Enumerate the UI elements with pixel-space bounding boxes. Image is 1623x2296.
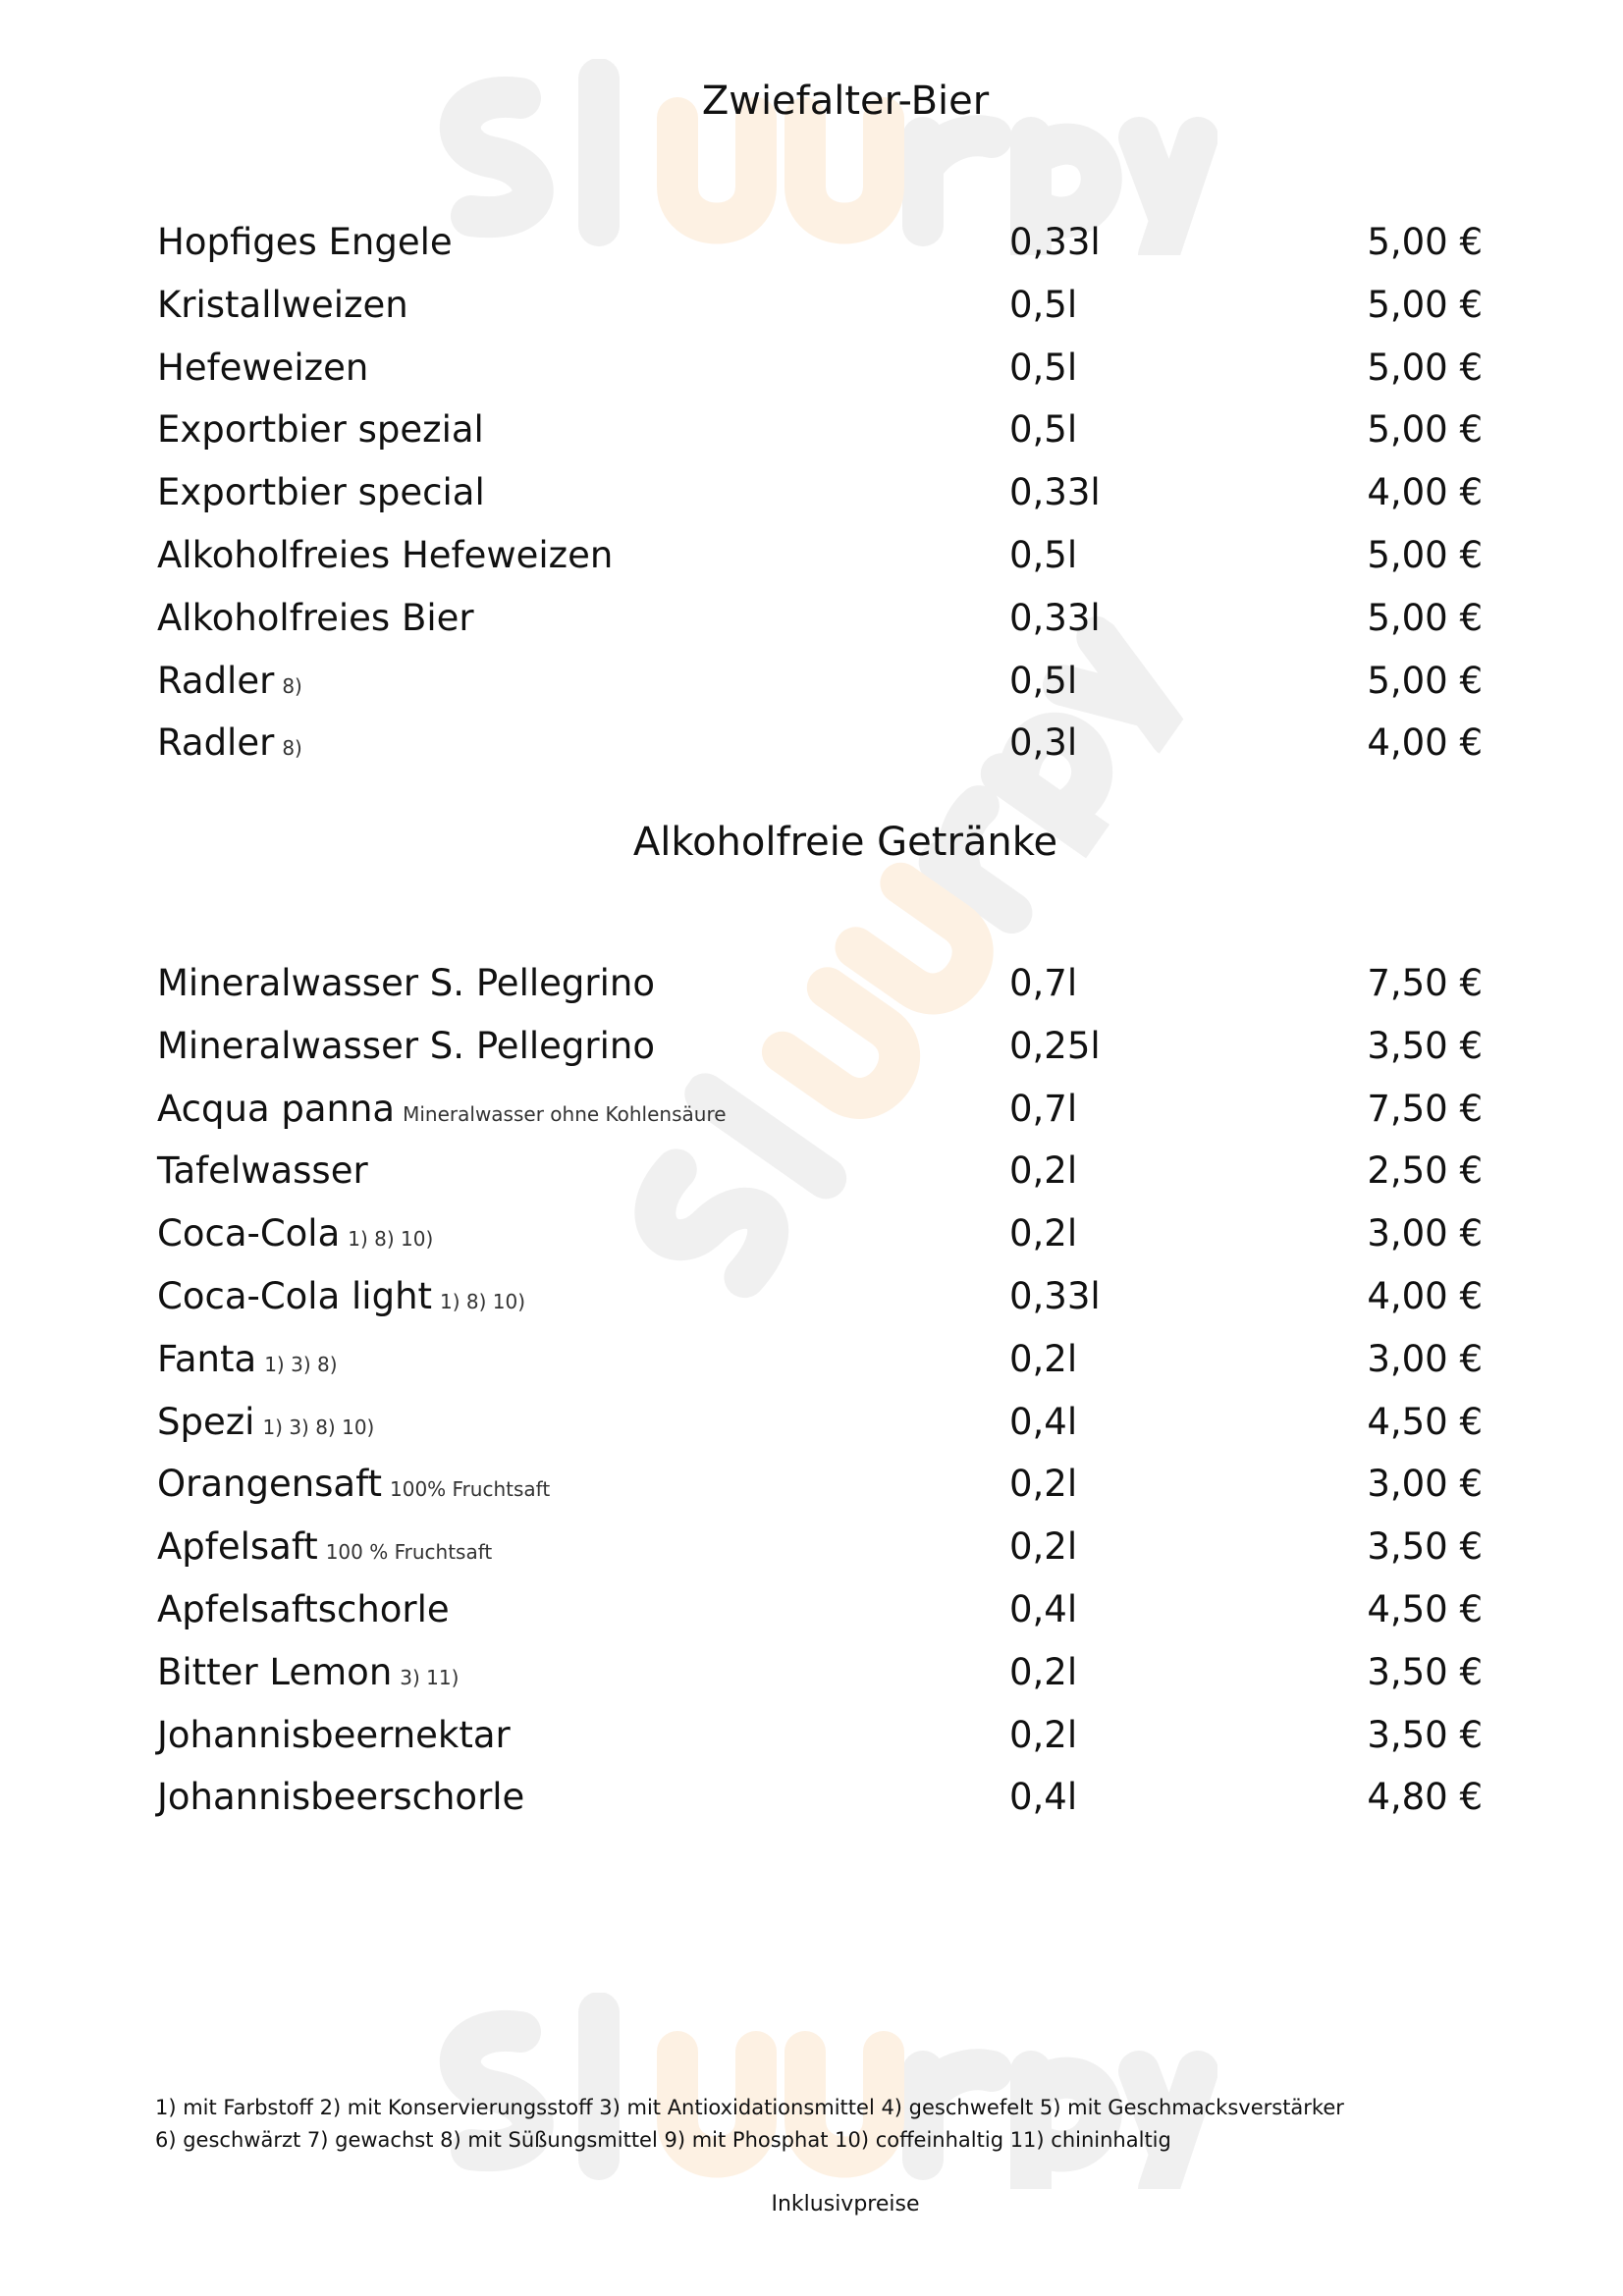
menu-item [157, 1212, 1483, 1271]
item-size: 0,2l [1009, 1149, 1078, 1193]
menu-item [157, 1651, 1483, 1710]
item-name: Exportbier special [157, 471, 485, 514]
item-price: 4,00 € [1367, 1275, 1483, 1317]
item-size: 0,2l [1009, 1650, 1078, 1693]
item-size: 0,2l [1009, 1212, 1078, 1255]
item-price: 4,50 € [1367, 1588, 1483, 1630]
item-price: 3,50 € [1367, 1024, 1483, 1067]
item-name-wrap [157, 408, 484, 451]
menu-item [157, 1088, 1483, 1147]
item-price: 5,00 € [1367, 659, 1483, 702]
menu-item [157, 1025, 1483, 1084]
item-note: 100% Fruchtsaft [390, 1477, 551, 1502]
item-size: 0,5l [1009, 283, 1078, 326]
item-name: Mineralwasser S. Pellegrino [157, 962, 655, 1004]
item-price: 2,50 € [1367, 1149, 1483, 1193]
item-price: 3,00 € [1367, 1212, 1483, 1255]
item-size: 0,4l [1009, 1400, 1078, 1443]
item-note: 1) 3) 8) 10) [262, 1415, 375, 1439]
item-size: 0,7l [1009, 1087, 1078, 1130]
item-size: 0,2l [1009, 1713, 1078, 1756]
item-size: 0,5l [1009, 408, 1078, 452]
item-name-wrap [157, 1088, 727, 1130]
item-size: 0,5l [1009, 659, 1078, 702]
item-name: Exportbier spezial [157, 408, 484, 452]
menu-item [157, 471, 1483, 530]
item-price: 4,80 € [1367, 1776, 1483, 1819]
item-name: Bitter Lemon [157, 1650, 393, 1693]
item-name-wrap [157, 284, 408, 326]
item-name: Coca-Cola [157, 1212, 341, 1255]
watermark-logo [412, 1993, 1217, 2189]
item-name: Acqua panna [157, 1087, 396, 1130]
menu-item [157, 1275, 1483, 1334]
item-price: 5,00 € [1367, 346, 1483, 389]
item-size: 0,33l [1009, 596, 1101, 639]
item-name: Radler [157, 721, 275, 765]
item-price: 5,00 € [1367, 534, 1483, 576]
item-price: 5,00 € [1367, 283, 1483, 326]
item-name: Orangensaft [157, 1463, 382, 1506]
item-name: Johannisbeernektar [157, 1713, 511, 1756]
item-name-wrap [157, 1401, 374, 1443]
item-name-wrap [157, 1025, 655, 1067]
menu-item [157, 721, 1483, 780]
item-name-wrap [157, 1776, 524, 1818]
item-price: 3,00 € [1367, 1337, 1483, 1380]
item-name-wrap [157, 597, 474, 639]
item-name: Johannisbeerschorle [157, 1776, 525, 1819]
item-size: 0,33l [1009, 221, 1101, 263]
menu-item [157, 597, 1483, 656]
item-size: 0,33l [1009, 1275, 1101, 1317]
item-name-wrap [157, 471, 485, 513]
menu-item [157, 660, 1483, 719]
item-note: 100 % Fruchtsaft [325, 1540, 493, 1565]
item-name-wrap [157, 1463, 550, 1505]
item-note: 8) [282, 736, 302, 761]
section-title: Alkoholfreie Getränke [632, 820, 1058, 865]
item-note: 3) 11) [400, 1665, 460, 1689]
item-price: 4,00 € [1367, 721, 1483, 765]
item-name-wrap [157, 1338, 338, 1380]
menu-item [157, 962, 1483, 1021]
item-name-wrap [157, 1525, 492, 1568]
item-name-wrap [157, 347, 368, 389]
item-price: 7,50 € [1367, 962, 1483, 1004]
menu-item [157, 1588, 1483, 1647]
menu-item [157, 1149, 1483, 1208]
menu-item [157, 347, 1483, 405]
item-price: 3,50 € [1367, 1713, 1483, 1756]
item-name: Apfelsaft [157, 1525, 318, 1569]
item-price: 4,50 € [1367, 1400, 1483, 1443]
item-size: 0,5l [1009, 346, 1078, 389]
item-size: 0,4l [1009, 1588, 1078, 1630]
item-name: Hefeweizen [157, 346, 369, 389]
item-price: 4,00 € [1367, 471, 1483, 514]
footnote-line-1: 1) mit Farbstoff 2) mit Konservierungsstoff 3) mit Antioxidationsmittel 4) geschwefelt 5) mit Geschmacksverstärker [155, 2096, 1344, 2119]
section-title: Zwiefalter-Bier [701, 79, 990, 124]
item-price: 5,00 € [1367, 596, 1483, 639]
item-name: Coca-Cola light [157, 1275, 433, 1317]
item-size: 0,33l [1009, 471, 1101, 514]
item-name: Spezi [157, 1400, 255, 1443]
item-name-wrap [157, 1275, 525, 1317]
item-price: 3,50 € [1367, 1525, 1483, 1569]
item-size: 0,2l [1009, 1463, 1078, 1506]
item-name-wrap [157, 1588, 450, 1630]
item-note: Mineralwasser ohne Kohlensäure [403, 1101, 727, 1126]
menu-item [157, 408, 1483, 467]
item-name: Tafelwasser [157, 1149, 368, 1193]
item-name: Kristallweizen [157, 283, 408, 326]
item-name-wrap [157, 962, 655, 1004]
menu-item [157, 1463, 1483, 1522]
item-name-wrap [157, 534, 613, 576]
item-size: 0,7l [1009, 962, 1078, 1004]
item-price: 3,00 € [1367, 1463, 1483, 1506]
item-size: 0,5l [1009, 534, 1078, 576]
item-name: Alkoholfreies Bier [157, 596, 474, 639]
inclusive-prices-note: Inklusivpreise [771, 2192, 920, 2216]
footnote-line-2: 6) geschwärzt 7) gewachst 8) mit Süßungsmittel 9) mit Phosphat 10) coffeinhaltig 11) chininhaltig [155, 2128, 1171, 2152]
item-name-wrap [157, 721, 302, 764]
item-name: Apfelsaftschorle [157, 1588, 450, 1630]
item-name: Hopfiges Engele [157, 221, 453, 263]
item-name-wrap [157, 660, 302, 702]
item-note: 8) [282, 673, 302, 698]
item-name-wrap [157, 1212, 433, 1255]
item-price: 5,00 € [1367, 221, 1483, 263]
item-size: 0,3l [1009, 721, 1078, 765]
item-note: 1) 8) 10) [440, 1290, 526, 1313]
menu-item [157, 1714, 1483, 1773]
item-price: 3,50 € [1367, 1650, 1483, 1693]
item-name: Fanta [157, 1337, 257, 1380]
menu-item [157, 1776, 1483, 1835]
item-note: 1) 3) 8) [264, 1352, 338, 1376]
item-name-wrap [157, 221, 453, 263]
item-name: Radler [157, 659, 275, 702]
item-name-wrap [157, 1149, 368, 1192]
item-note: 1) 8) 10) [348, 1227, 434, 1252]
item-size: 0,2l [1009, 1525, 1078, 1569]
item-size: 0,2l [1009, 1337, 1078, 1380]
item-price: 5,00 € [1367, 408, 1483, 452]
menu-item [157, 1401, 1483, 1460]
item-name: Mineralwasser S. Pellegrino [157, 1024, 655, 1067]
item-name-wrap [157, 1651, 459, 1693]
item-name: Alkoholfreies Hefeweizen [157, 534, 614, 576]
item-name-wrap [157, 1714, 511, 1756]
menu-item [157, 1525, 1483, 1584]
item-size: 0,4l [1009, 1776, 1078, 1819]
item-price: 7,50 € [1367, 1087, 1483, 1130]
menu-item [157, 284, 1483, 343]
item-size: 0,25l [1009, 1024, 1101, 1067]
menu-item [157, 534, 1483, 593]
menu-item [157, 1338, 1483, 1397]
menu-item [157, 221, 1483, 280]
